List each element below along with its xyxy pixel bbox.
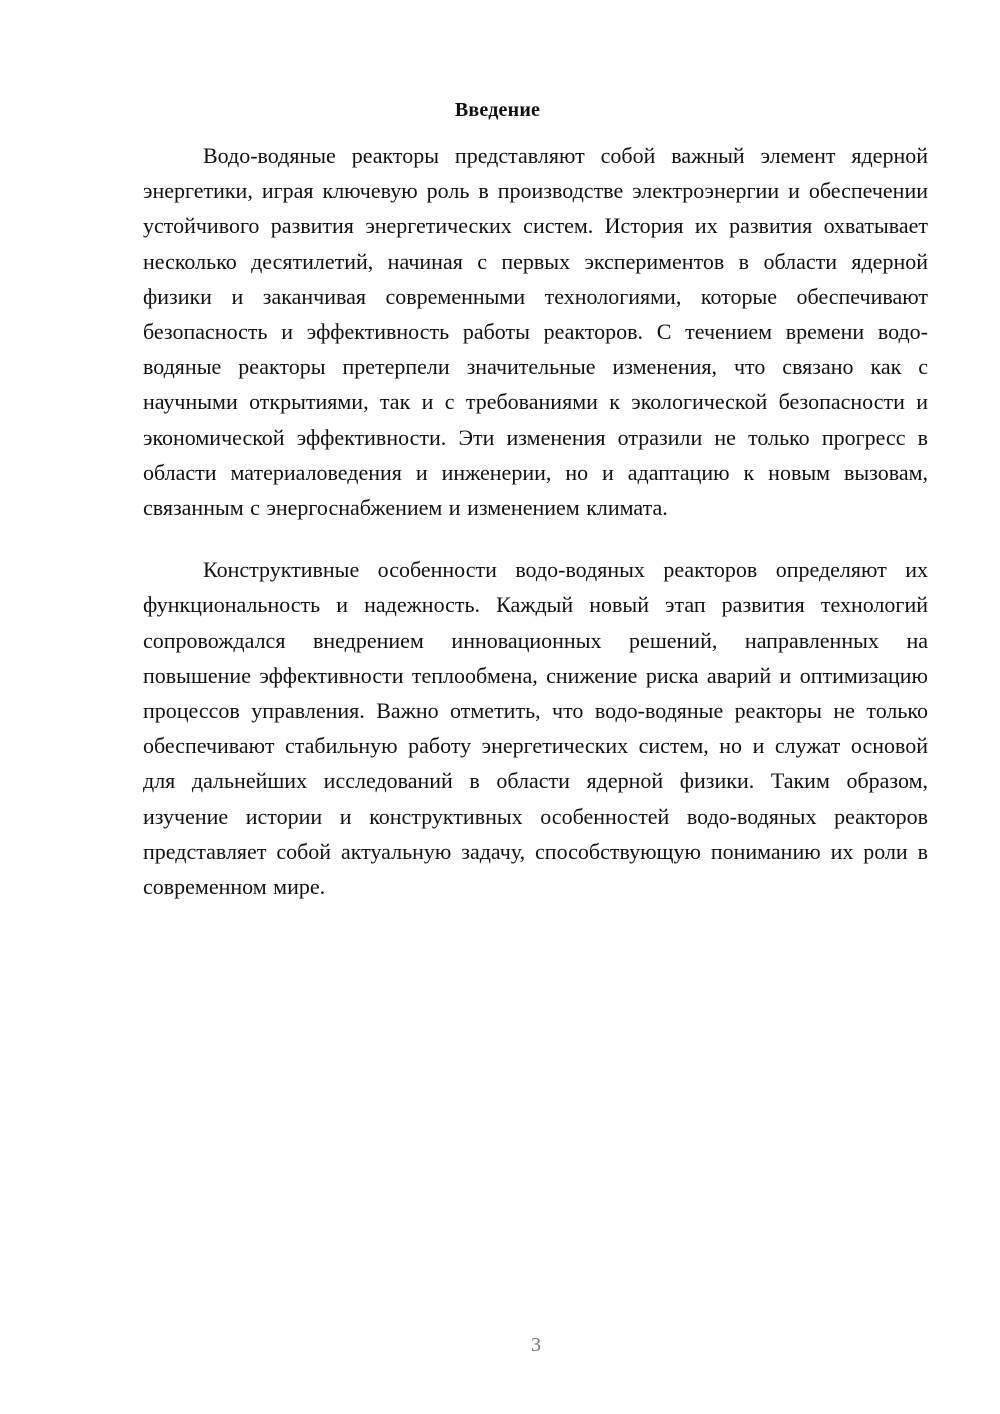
intro-paragraph-1: Водо-водяные реакторы представляют собой важный элемент ядерной энергетики, играя ключевую роль в производстве электроэнергии и обеспечении устойчивого развития энергетических систем. История их развития охватывает несколько десятилетий, начиная с первых экспериментов в области ядерной физики и заканчивая современными технологиями, которые обеспечивают безопасность и эффективность работы реакторов. С течением времени водо-водяные реакторы претерпели значительные изменения, что связано как с научными открытиями, так и с требованиями к экологической безопасности и экономической эффективности. Эти изменения отразили не только прогресс в области материаловедения и инженерии, но и адаптацию к новым вызовам, связанным с энергоснабжением и изменением климата. — [143, 143, 928, 521]
intro-paragraph-2: Конструктивные особенности водо-водяных реакторов определяют их функциональность и надежность. Каждый новый этап развития технологий сопровождался внедрением инновационных решений, направленных на повышение эффективности теплообмена, снижение риска аварий и оптимизацию процессов управления. Важно отметить, что водо-водяные реакторы не только обеспечивают стабильную работу энергетических систем, но и служат основой для дальнейших исследований в области ядерной физики. Таким образом, изучение истории и конструктивных особенностей водо-водяных реакторов представляет собой актуальную задачу, способствующую пониманию их роли в современном мире. — [143, 557, 928, 900]
page-content — [143, 96, 928, 904]
page-number: 3 — [531, 1334, 541, 1356]
section-heading: Введение — [454, 99, 541, 121]
